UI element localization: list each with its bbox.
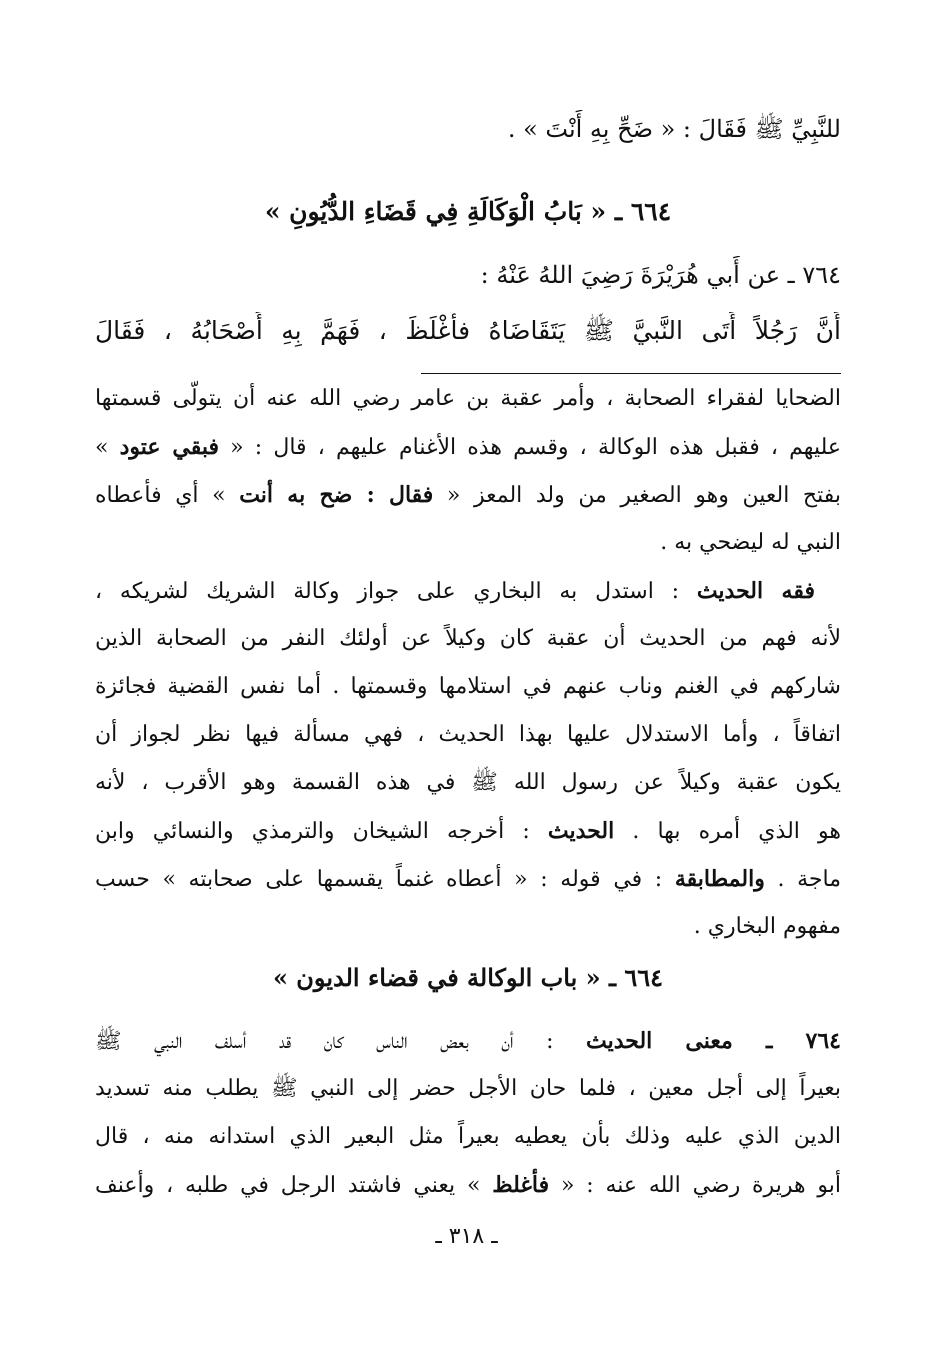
commentary-line-7 [95,668,841,708]
commentary-line-10 [95,812,841,852]
page-number: ـ ٣١٨ ـ [435,1224,498,1249]
commentary-line-3 [95,476,841,516]
text-line: للنَّبِيِّ ﷺ فَقَالَ : « ضَحِّ بِهِ أَنْتَ » . [507,115,841,143]
text-span: هو الذي أمره بها . [614,819,841,844]
text-line: الضحايا لفقراء الصحابة ، وأمر عقبة بن عامر رضي الله عنه أن يتولّى قسمتها [95,386,841,411]
text-span: » أي فأعطاه [95,483,240,508]
text-line: بعيراً إلى أجل معين ، فلما حان الأجل حضر إلى النبي ﷺ يطلب منه تسديد [95,1076,841,1101]
text-line: يكون عقبة وكيلاً عن رسول الله ﷺ في هذه القسمة وهو الأقرب ، لأنه [95,770,841,795]
hadith-text [95,312,841,352]
meaning-line-3 [95,1118,841,1158]
bold-term: الحديث [547,818,615,844]
text-span: » [95,435,120,460]
text-line: شاركهم في الغنم وناب عنهم في استلامها وقسمتها . أما نفس القضية فجائزة [95,674,841,699]
text-line: اتفاقاً ، وأما الاستدلال عليها بهذا الحديث ، فهي مسألة فيها نظر لجواز أن [95,722,841,747]
separator-rule [421,373,841,374]
text-span: أبو هريرة رضي الله عنه : « [549,1173,841,1198]
text-line: أَنَّ رَجُلاً أَتَى النَّبيَّ ﷺ يَتَقَاضَاهُ فأَغْلَظَ ، فَهَمَّ بِهِ أَصْحَابُهُ ، فَقَالَ [95,316,841,345]
text-line: ٧٦٤ ـ عن أَبي هُرَيْرَةَ رَضِيَ اللهُ عَنْهُ : [480,261,841,289]
meaning-line-4 [95,1166,841,1206]
bold-term: ٧٦٤ ـ معنى الحديث [585,1028,841,1054]
commentary-line-12 [95,908,841,948]
text-line: الدين الذي عليه وذلك بأن يعطيه بعيراً مثل البعير الذي استدانه منه ، قال [95,1124,841,1149]
text-span: : استدل به البخاري على جواز وكالة الشريك لشريكه ، [95,579,697,604]
verse-line-closing [95,110,841,150]
commentary-line-6 [95,620,841,660]
commentary-line-8 [95,716,841,756]
text-span: عليهم ، فقبل هذه الوكالة ، وقسم هذه الأغنام عليهم ، قال : « [219,435,841,460]
bold-term: فبقي عتود [119,434,220,460]
commentary-line-1 [95,380,841,420]
text-span: بفتح العين وهو الصغير من ولد المعز « [433,483,841,508]
commentary-line-2 [95,428,841,468]
text-line: لأنه فهم من الحديث أن عقبة كان وكيلاً عن أولئك النفر من الصحابة الذين [95,626,841,651]
hadith-intro [95,256,841,296]
bold-term: فقال : ضح به أنت [239,482,434,508]
text-span: : أن بعض الناس كان قد أسلف النبي ﷺ [95,1029,586,1054]
chapter-heading: ٦٦٤ ـ « بَابُ الْوَكَالَةِ فِي قَضَاءِ الدُّيُونِ » [264,197,672,226]
section-heading-2: ٦٦٤ ـ « باب الوكالة في قضاء الديون » [272,963,664,992]
text-span: : في قوله : « أعطاه غنماً يقسمها على صحابته » حسب [95,867,675,892]
commentary-line-4 [95,524,841,564]
bold-term: فأغلظ [492,1172,550,1198]
bold-term: فقه الحديث [696,578,815,604]
text-span: ماجة . [764,867,841,892]
meaning-line-1 [95,1022,841,1062]
meaning-line-2 [95,1070,841,1110]
commentary-line-5 [95,572,815,612]
commentary-line-11 [95,860,841,900]
bold-term: والمطابقة [674,866,765,892]
text-span: » يعني فاشتد الرجل في طلبه ، وأعنف [95,1173,493,1198]
commentary-line-9 [95,764,841,804]
text-span: : أخرجه الشيخان والترمذي والنسائي وابن [95,819,548,844]
text-line: مفهوم البخاري . [693,914,841,939]
text-line: النبي له ليضحي به . [660,530,841,555]
